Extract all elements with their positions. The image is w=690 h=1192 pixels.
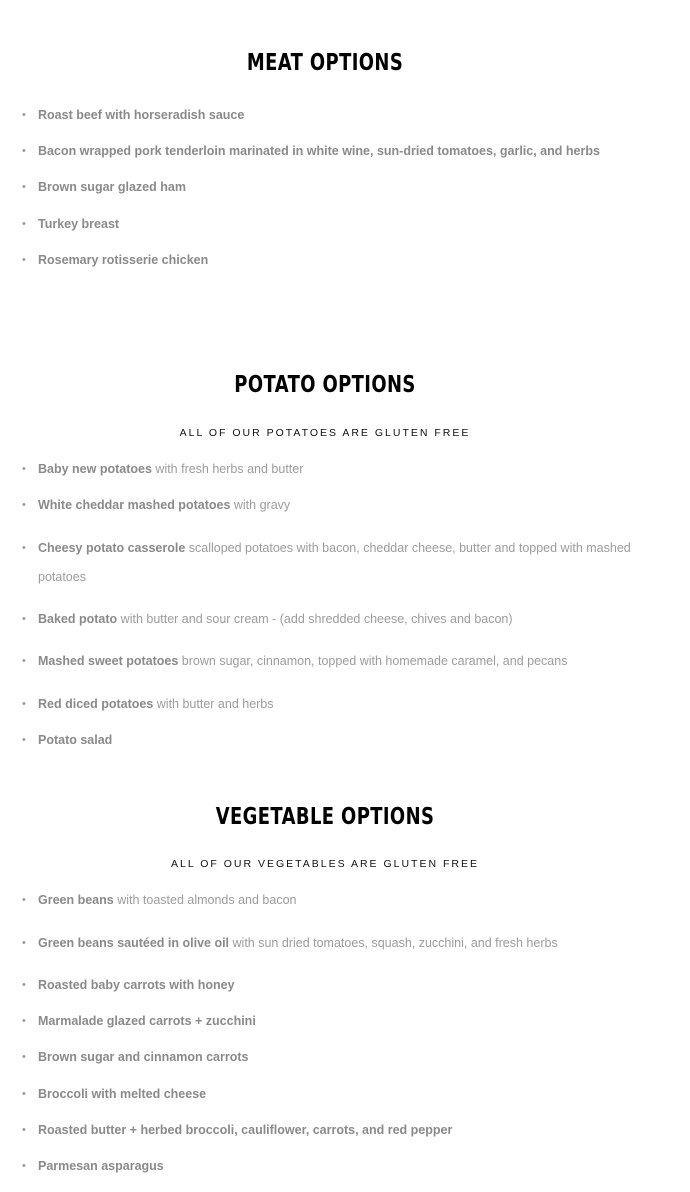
bullet-icon: • [22,655,26,667]
item-description: with gravy [230,498,291,512]
bullet-icon: • [22,937,26,949]
list-item [0,455,690,491]
item-description: with butter and sour cream - (add shredded cheese, chives and bacon) [117,612,513,626]
item-description: scalloped potatoes with bacon, cheddar cheese, butter and topped with mashed potatoes [38,541,631,584]
list-item [0,246,690,282]
item-name: White cheddar mashed potatoes [38,498,231,512]
bullet-icon: • [22,1088,26,1100]
bullet-icon: • [22,542,26,554]
item-description: brown sugar, cinnamon, topped with homemade caramel, and pecans [178,654,568,668]
bullet-icon: • [22,463,26,475]
list-item [0,886,690,929]
list-item [0,605,690,647]
item-name: Parmesan asparagus [38,1159,164,1173]
item-name: Brown sugar and cinnamon carrots [38,1050,249,1064]
list-item [0,1152,690,1188]
list-item [0,647,690,690]
bullet-icon: • [22,499,26,511]
bullet-icon: • [22,1124,26,1136]
bullet-icon: • [22,613,26,625]
item-name: Baked potato [38,612,118,626]
meat-options-list [0,101,690,282]
bullet-icon: • [22,698,26,710]
list-item [0,971,690,1007]
bullet-icon: • [22,218,26,230]
vegetable-options-subtitle: ALL OF OUR VEGETABLES ARE GLUTEN FREE [171,858,479,870]
item-name: Roasted butter + herbed broccoli, cauliflower, carrots, and red pepper [38,1123,453,1137]
list-item [0,726,690,762]
bullet-icon: • [22,734,26,746]
item-name: Cheesy potato casserole [38,541,186,555]
item-name: Turkey breast [38,217,120,231]
potato-options-subtitle: ALL OF OUR POTATOES ARE GLUTEN FREE [179,427,471,439]
list-item [0,929,690,971]
list-item [0,1043,690,1080]
bullet-icon: • [22,894,26,906]
item-name: Roasted baby carrots with honey [38,978,235,992]
list-item [0,210,690,246]
item-name: Green beans sautéed in olive oil [38,936,230,950]
item-name: Brown sugar glazed ham [38,180,186,194]
bullet-icon: • [22,181,26,193]
potato-options-list [0,455,690,762]
bullet-icon: • [22,1051,26,1063]
item-name: Green beans [38,893,114,907]
item-name: Bacon wrapped pork tenderloin marinated in white wine, sun-dried tomatoes, garlic, and herbs [38,144,600,158]
bullet-icon: • [22,109,26,121]
vegetable-options-list [0,886,690,1188]
bullet-icon: • [22,145,26,157]
item-description: with fresh herbs and butter [151,462,304,476]
list-item [0,173,690,210]
vegetable-options-title: VEGETABLE OPTIONS [215,804,435,830]
list-item [0,1080,690,1116]
potato-options-title: POTATO OPTIONS [234,372,416,398]
item-name: Rosemary rotisserie chicken [38,253,209,267]
list-item [0,137,690,173]
item-name: Broccoli with melted cheese [38,1087,207,1101]
bullet-icon: • [22,1160,26,1172]
item-name: Baby new potatoes [38,462,152,476]
item-name: Potato salad [38,733,113,747]
list-item [0,1007,690,1043]
item-description: with butter and herbs [153,697,274,711]
item-description: with toasted almonds and bacon [113,893,297,907]
item-name: Red diced potatoes [38,697,154,711]
list-item [0,534,690,605]
item-name: Mashed sweet potatoes [38,654,179,668]
item-description: with sun dried tomatoes, squash, zucchini, and fresh herbs [229,936,558,950]
item-name: Roast beef with horseradish sauce [38,108,245,122]
bullet-icon: • [22,254,26,266]
item-name: Marmalade glazed carrots + zucchini [38,1014,256,1028]
bullet-icon: • [22,979,26,991]
list-item [0,690,690,726]
list-item [0,491,690,534]
list-item [0,101,690,137]
bullet-icon: • [22,1015,26,1027]
list-item [0,1116,690,1152]
meat-options-title: MEAT OPTIONS [246,50,404,76]
